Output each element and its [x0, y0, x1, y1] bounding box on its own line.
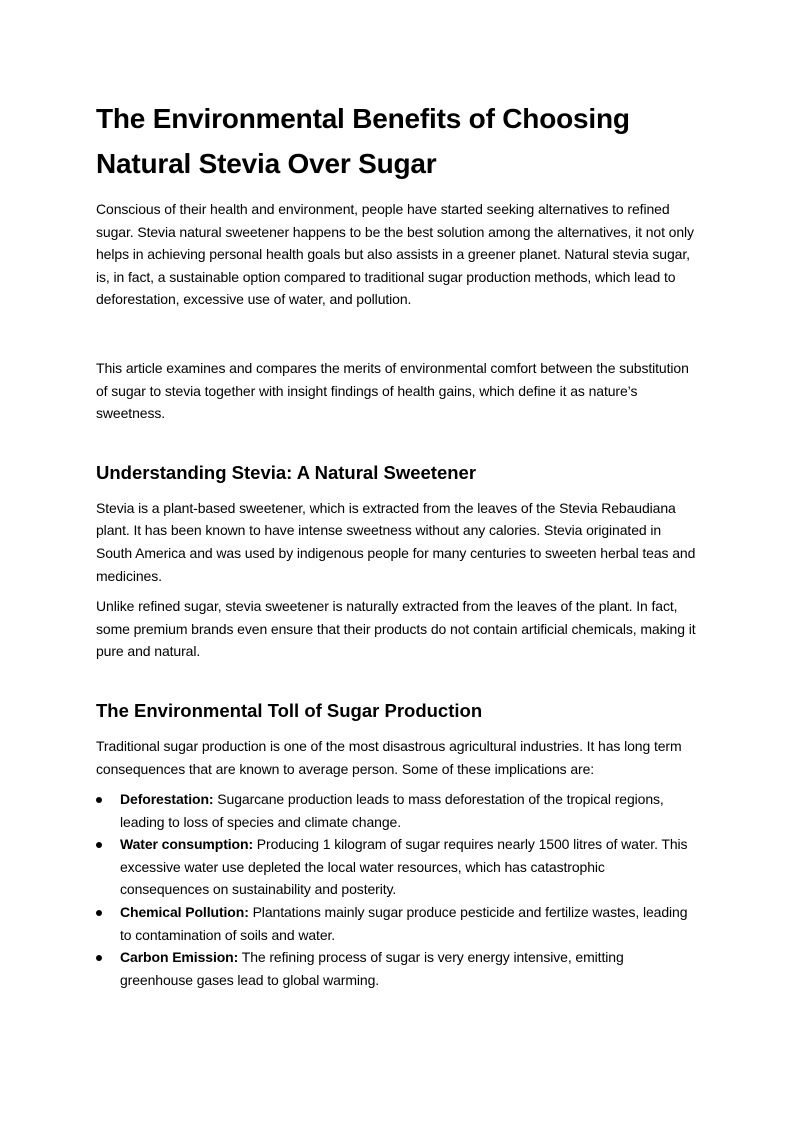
document-page: [96, 96, 696, 991]
sugar-toll-paragraph: Traditional sugar production is one of the most disastrous agricultural industries. It has long term consequences that are known to average person. Some of these implications are:: [96, 737, 682, 777]
list-item-text: Sugarcane production leads to mass deforestation of the tropical regions, leading to loss of species and climate change.: [120, 791, 664, 830]
intro-paragraph-1: Conscious of their health and environment, people have started seeking alternatives to refined sugar. Stevia natural sweetener happens to be the best solution among the alternatives, it not only helps in achieving personal health goals but also assists in a greener planet. Natural stevia sugar, is, in fact, a sustainable option compared to traditional sugar production methods, which lead to deforestation, excessive use of water, and pollution.: [96, 201, 694, 308]
page-title: The Environmental Benefits of Choosing Natural Stevia Over Sugar: [96, 103, 630, 179]
bullet-icon: [96, 842, 102, 848]
list-item: [96, 833, 696, 901]
list-item-term: Chemical Pollution:: [120, 904, 249, 921]
list-item: [96, 946, 696, 991]
bullet-icon: [96, 955, 102, 961]
section-heading-stevia: Understanding Stevia: A Natural Sweetener: [96, 461, 477, 483]
list-item: [96, 901, 696, 946]
stevia-paragraph-2: Unlike refined sugar, stevia sweetener is naturally extracted from the leaves of the plant. In fact, some premium brands even ensure that their products do not contain artificial chemicals, making it pure and natural.: [96, 598, 696, 660]
list-item-text: The refining process of sugar is very energy intensive, emitting greenhouse gases lead to global warming.: [120, 949, 624, 988]
section-heading-sugar-toll: The Environmental Toll of Sugar Production: [96, 699, 483, 721]
list-item-text: Plantations mainly sugar produce pesticide and fertilize wastes, leading to contamination of soils and water.: [120, 904, 688, 943]
intro-paragraph-2: This article examines and compares the merits of environmental comfort between the substitution of sugar to stevia together with insight findings of health gains, which define it as nature’s sweetness.: [96, 359, 689, 422]
spacer: [96, 433, 696, 461]
spacer: [96, 319, 696, 357]
implications-list: [96, 788, 696, 991]
list-item-term: Carbon Emission:: [120, 949, 239, 966]
spacer: [96, 671, 696, 699]
list-item-text: Producing 1 kilogram of sugar requires nearly 1500 litres of water. This excessive water use depleted the local water resources, which has catastrophic consequences on sustainability and posterity.: [120, 836, 688, 898]
list-item-term: Water consumption:: [120, 836, 254, 853]
list-item: [96, 788, 696, 833]
list-item-term: Deforestation:: [120, 791, 214, 808]
bullet-icon: [96, 797, 102, 803]
stevia-paragraph-1: Stevia is a plant-based sweetener, which is extracted from the leaves of the Stevia Rebaudiana plant. It has been known to have intense sweetness without any calories. Stevia originated in South America and was used by indigenous people for many centuries to sweeten herbal teas and medicines.: [96, 499, 696, 584]
bullet-icon: [96, 910, 102, 916]
